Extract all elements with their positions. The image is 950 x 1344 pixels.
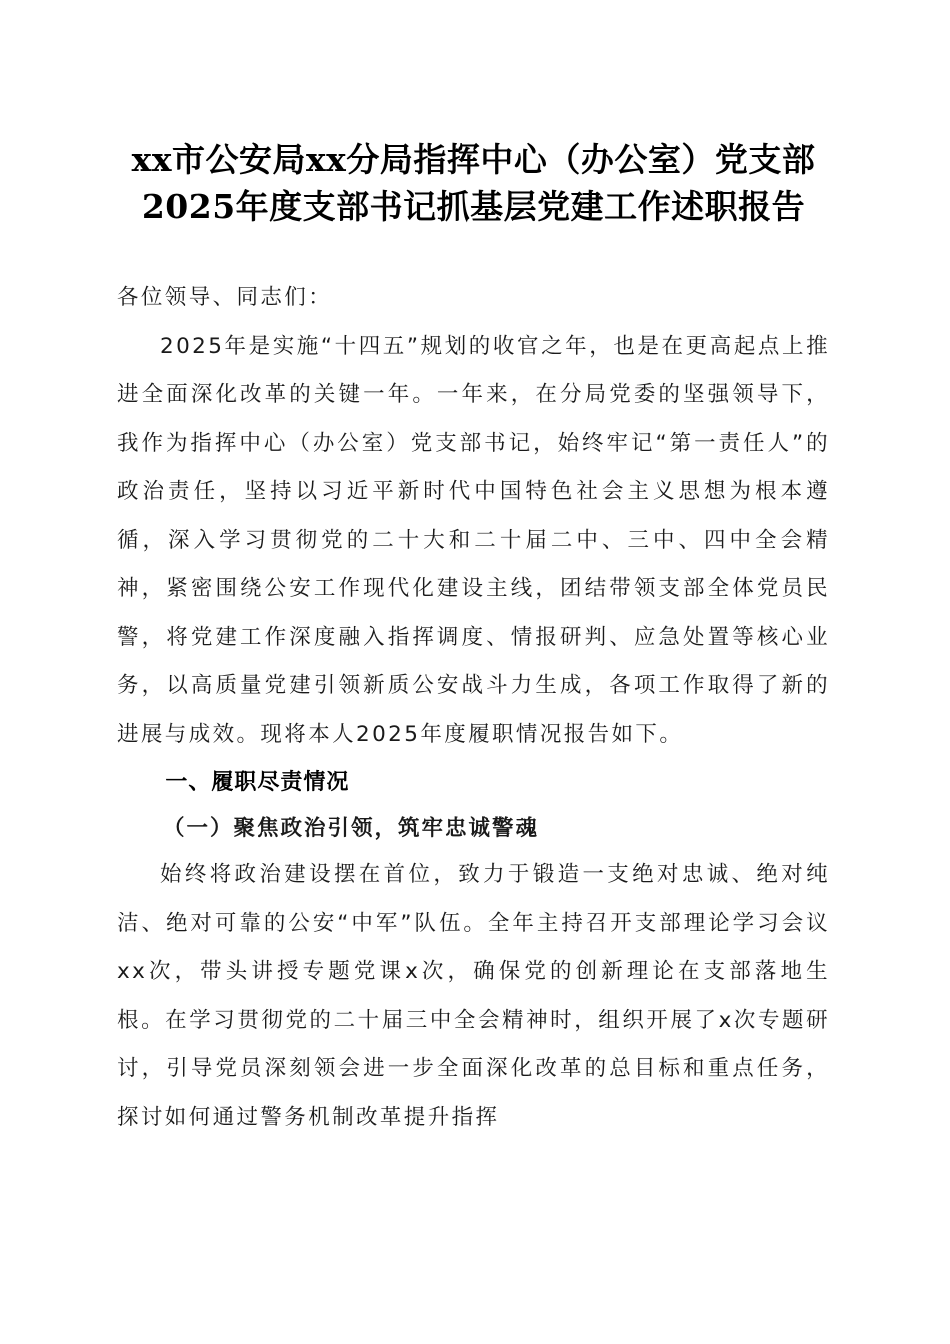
document-title: xx市公安局xx分局指挥中心（办公室）党支部2025年度支部书记抓基层党建工作述职报告 xyxy=(131,140,816,226)
document-content xyxy=(117,136,830,1142)
salutation: 各位领导、同志们： xyxy=(117,285,333,310)
intro-paragraph: 2025年是实施“十四五”规划的收官之年，也是在更高起点上推进全面深化改革的关键一年。一年来，在分局党委的坚强领导下，我作为指挥中心（办公室）党支部书记，始终牢记“第一责任人”的政治责任，坚持以习近平新时代中国特色社会主义思想为根本遵循，深入学习贯彻党的二十大和二十届二中、三中、四中全会精神，紧密围绕公安工作现代化建设主线，团结带领支部全体党员民警，将党建工作深度融入指挥调度、情报研判、应急处置等核心业务，以高质量党建引领新质公安战斗力生成，各项工作取得了新的进展与成效。现将本人2025年度履职情况报告如下。 xyxy=(117,333,830,747)
subsection-heading: （一）聚焦政治引领，筑牢忠诚警魂 xyxy=(163,816,540,841)
section-heading: 一、履职尽责情况 xyxy=(165,770,350,795)
subsection-paragraph: 始终将政治建设摆在首位，致力于锻造一支绝对忠诚、绝对纯洁、绝对可靠的公安“中军”队伍。全年主持召开支部理论学习会议xx次，带头讲授专题党课x次，确保党的创新理论在支部落地生根。在学习贯彻党的二十届三中全会精神时，组织开展了x次专题研讨，引导党员深刻领会进一步全面深化改革的总目标和重点任务，探讨如何通过警务机制改革提升指挥 xyxy=(117,862,830,1130)
